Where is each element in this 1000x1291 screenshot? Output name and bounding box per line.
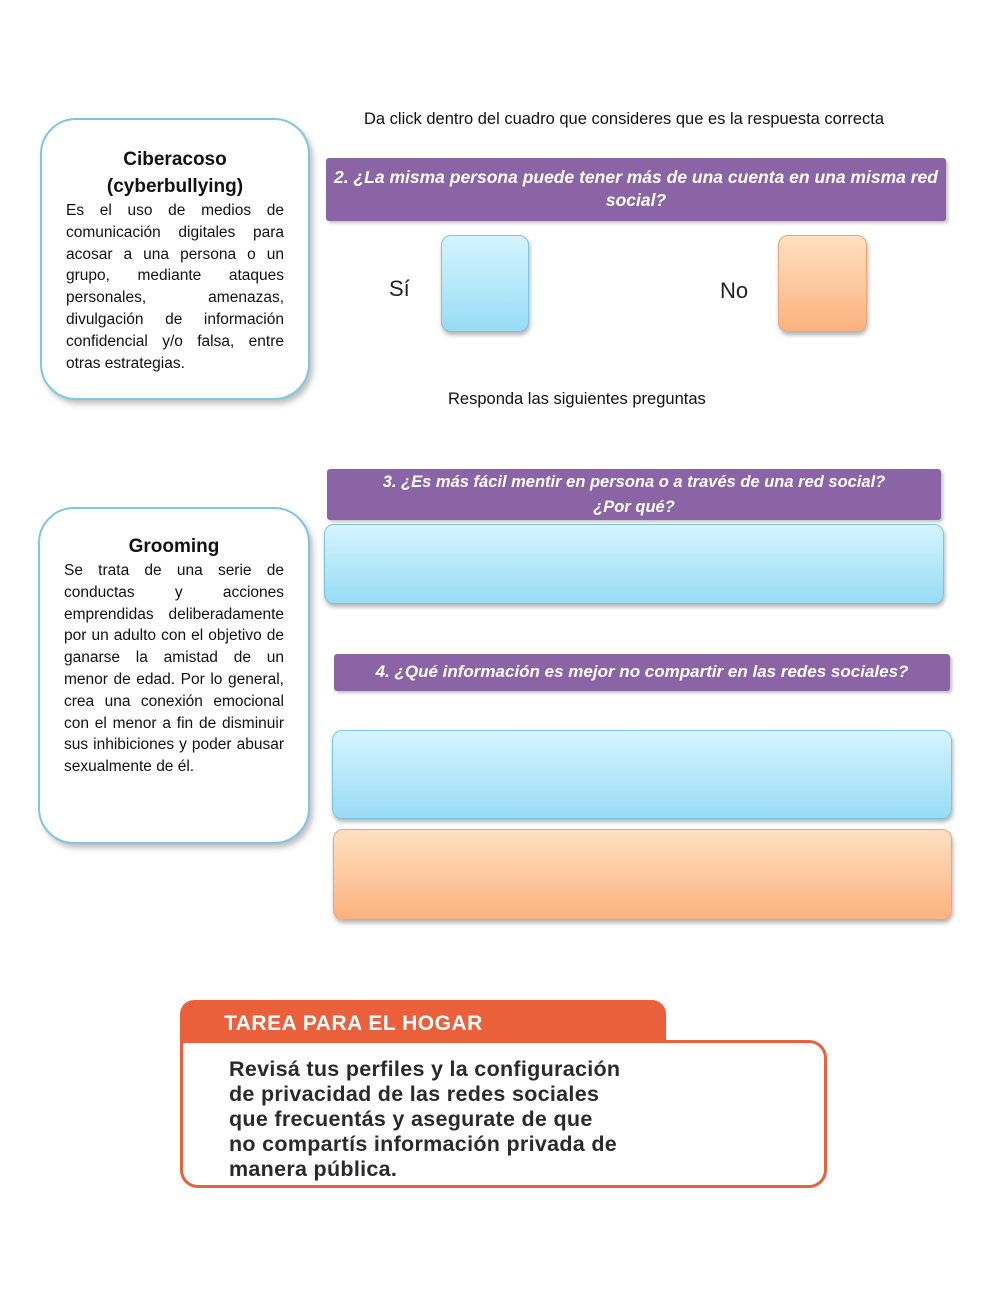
homework-line: de privacidad de las redes sociales xyxy=(229,1082,600,1106)
answer-4-input-blue[interactable] xyxy=(332,730,952,819)
homework-box xyxy=(180,1040,827,1188)
option-yes-label: Sí xyxy=(389,276,410,301)
grooming-title: Grooming xyxy=(128,536,220,557)
grooming-card xyxy=(38,507,310,844)
answer-yes-box[interactable] xyxy=(441,235,529,332)
option-no-label: No xyxy=(720,278,749,303)
answer-3-input[interactable] xyxy=(324,524,944,604)
cyberbullying-title: Ciberacoso (cyberbullying) xyxy=(106,149,244,197)
answer-instruction: Responda las siguientes preguntas xyxy=(448,390,706,408)
question-3-bar: 3. ¿Es más fácil mentir en persona o a través de una red social? ¿Por qué? xyxy=(327,469,941,520)
cyberbullying-card xyxy=(40,118,310,400)
homework-line: manera pública. xyxy=(229,1157,398,1181)
grooming-body: Se trata de una serie de conductas y acciones emprendidas deliberadamente por un adulto con el objetivo de ganarse la amistad de un menor de edad. Por lo general, crea una conexión emocional con el menor a fin de disminuir sus inhibiciones y poder abusar sexualmente de él. xyxy=(64,562,284,776)
homework-line: Revisá tus perfiles y la configuración xyxy=(229,1057,621,1081)
homework-line: no compartís información privada de xyxy=(229,1132,618,1156)
question-4-bar: 4. ¿Qué información es mejor no compartir en las redes sociales? xyxy=(334,654,950,691)
question-2-bar: 2. ¿La misma persona puede tener más de una cuenta en una misma red social? xyxy=(326,158,946,221)
homework-tab: TAREA PARA EL HOGAR xyxy=(180,1000,666,1044)
answer-4-input-orange[interactable] xyxy=(333,829,952,920)
homework-line: que frecuentás y asegurate de que xyxy=(229,1107,593,1131)
cyberbullying-body: Es el uso de medios de comunicación digitales para acosar a una persona o un grupo, mediante ataques personales, amenazas, divulgación de información confidencial y/o falsa, entre otras estrategias. xyxy=(66,202,284,372)
click-instruction: Da click dentro del cuadro que consideres que es la respuesta correcta xyxy=(364,110,885,128)
answer-no-box[interactable] xyxy=(778,235,867,332)
